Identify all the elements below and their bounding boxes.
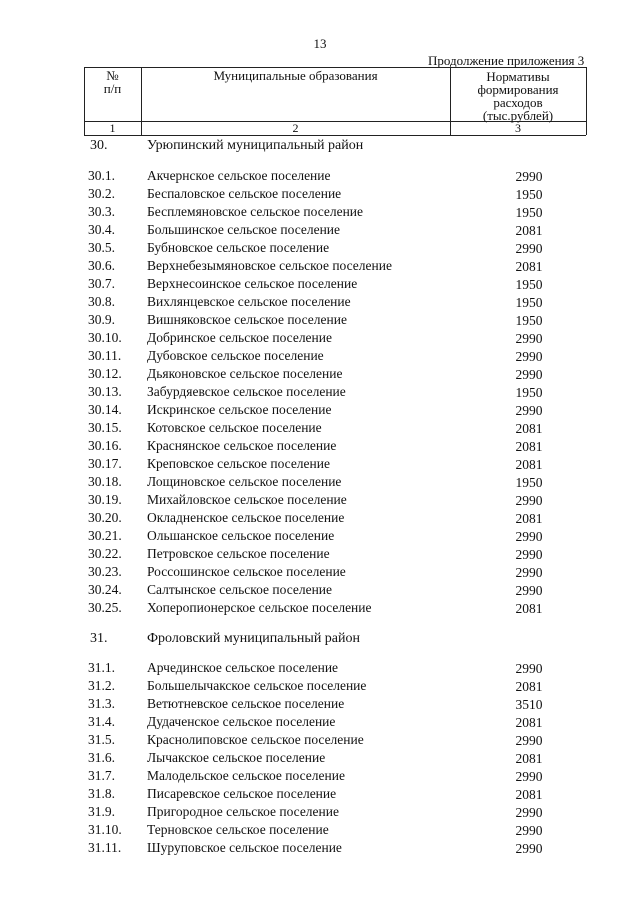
row-number: 30.13. [88, 384, 122, 399]
row-value: 2990 [515, 841, 543, 856]
row-number: 31.6. [88, 750, 115, 765]
row-value: 2081 [515, 751, 543, 766]
table-row [0, 732, 640, 750]
row-name: Беспаловское сельское поселение [147, 186, 342, 201]
row-value: 1950 [515, 277, 543, 292]
table-row [0, 294, 640, 312]
section-number: 31. [90, 631, 108, 646]
row-value: 2081 [515, 457, 543, 472]
row-value: 2990 [515, 823, 543, 838]
table-row [0, 582, 640, 600]
row-number: 30.1. [88, 168, 115, 183]
row-name: Вишняковское сельское поселение [147, 312, 347, 327]
row-number: 30.15. [88, 420, 122, 435]
table-row [0, 456, 640, 474]
row-name: Терновское сельское поселение [147, 822, 329, 837]
row-number: 31.2. [88, 678, 115, 693]
row-name: Креповское сельское поселение [147, 456, 330, 471]
row-number: 31.10. [88, 822, 122, 837]
row-value: 2081 [515, 223, 543, 238]
table-row [0, 312, 640, 330]
row-name: Писаревское сельское поселение [147, 786, 337, 801]
row-number: 30.4. [88, 222, 115, 237]
table-row [0, 768, 640, 786]
table-row [0, 492, 640, 510]
table-row [0, 600, 640, 618]
row-value: 2990 [515, 547, 543, 562]
section-number: 30. [90, 138, 108, 153]
row-value: 1950 [515, 187, 543, 202]
column-number-2: 2 [292, 121, 299, 135]
table-row [0, 258, 640, 276]
row-number: 31.1. [88, 660, 115, 675]
row-value: 2990 [515, 733, 543, 748]
row-value: 2081 [515, 511, 543, 526]
row-value: 2990 [515, 349, 543, 364]
row-value: 2990 [515, 493, 543, 508]
table-row [0, 660, 640, 678]
row-number: 30.10. [88, 330, 122, 345]
row-number: 30.23. [88, 564, 122, 579]
table-row [0, 546, 640, 564]
row-number: 30.2. [88, 186, 115, 201]
row-value: 1950 [515, 475, 543, 490]
row-name: Дубовское сельское поселение [147, 348, 324, 363]
row-value: 2990 [515, 661, 543, 676]
continuation-note: Продолжение приложения 3 [428, 53, 585, 68]
row-value: 3510 [515, 697, 543, 712]
table-row [0, 438, 640, 456]
row-name: Салтынское сельское поселение [147, 582, 333, 597]
row-number: 30.6. [88, 258, 115, 273]
table-row [0, 204, 640, 222]
row-name: Дудаченское сельское поселение [147, 714, 336, 729]
table-row [0, 678, 640, 696]
table-row [0, 384, 640, 402]
row-value: 2990 [515, 241, 543, 256]
row-number: 31.3. [88, 696, 115, 711]
row-number: 31.5. [88, 732, 115, 747]
header-bottom-rule [84, 135, 586, 136]
header-norms-line: (тыс.рублей) [482, 108, 554, 123]
row-name: Краснолиповское сельское поселение [147, 732, 364, 747]
row-name: Добринское сельское поселение [147, 330, 332, 345]
row-number: 30.24. [88, 582, 122, 597]
row-name: Вихлянцевское сельское поселение [147, 294, 351, 309]
header-norms-line: формирования [477, 82, 559, 97]
header-norms-col [450, 70, 586, 122]
table-row [0, 348, 640, 366]
table-row [0, 330, 640, 348]
column-number-1: 1 [109, 121, 116, 135]
row-number: 30.9. [88, 312, 115, 327]
row-name: Акчернское сельское поселение [147, 168, 331, 183]
table-row [0, 420, 640, 438]
table-row [0, 840, 640, 858]
row-name: Лычакское сельское поселение [147, 750, 326, 765]
row-name: Окладненское сельское поселение [147, 510, 345, 525]
section-title: Фроловский муниципальный район [147, 631, 361, 646]
row-number: 31.7. [88, 768, 115, 783]
page-number: 13 [313, 36, 327, 51]
row-value: 2990 [515, 403, 543, 418]
table-row [0, 696, 640, 714]
table-row [0, 714, 640, 732]
row-name: Ольшанское сельское поселение [147, 528, 335, 543]
table-row [0, 474, 640, 492]
table-row [0, 276, 640, 294]
row-name: Михайловское сельское поселение [147, 492, 347, 507]
section-title: Урюпинский муниципальный район [147, 138, 364, 153]
row-value: 2990 [515, 169, 543, 184]
row-value: 1950 [515, 385, 543, 400]
row-value: 2081 [515, 715, 543, 730]
table-row [0, 786, 640, 804]
row-name: Котовское сельское поселение [147, 420, 322, 435]
row-number: 31.8. [88, 786, 115, 801]
row-value: 1950 [515, 295, 543, 310]
header-number-line: № [106, 68, 119, 83]
row-number: 30.25. [88, 600, 122, 615]
row-name: Бубновское сельское поселение [147, 240, 330, 255]
row-name: Искринское сельское поселение [147, 402, 332, 417]
row-value: 2990 [515, 529, 543, 544]
table-row [0, 750, 640, 768]
header-number-line: п/п [103, 81, 122, 96]
header-number-col [84, 69, 141, 95]
row-name: Бесплемяновское сельское поселение [147, 204, 364, 219]
header-norms-line: расходов [493, 95, 543, 110]
row-name: Пригородное сельское поселение [147, 804, 339, 819]
row-name: Шуруповское сельское поселение [147, 840, 342, 855]
row-value: 2081 [515, 259, 543, 274]
row-number: 30.19. [88, 492, 122, 507]
header-norms-line: Нормативы [486, 69, 550, 84]
row-value: 2081 [515, 439, 543, 454]
row-number: 30.21. [88, 528, 122, 543]
row-name: Петровское сельское поселение [147, 546, 330, 561]
row-value: 2081 [515, 601, 543, 616]
row-value: 1950 [515, 313, 543, 328]
row-name: Малодельское сельское поселение [147, 768, 345, 783]
row-value: 2990 [515, 331, 543, 346]
row-value: 2990 [515, 565, 543, 580]
table-row [0, 366, 640, 384]
row-number: 31.11. [88, 840, 122, 855]
column-number-3: 3 [515, 121, 521, 135]
row-value: 2081 [515, 421, 543, 436]
header-right-border [586, 67, 587, 135]
table-row [0, 510, 640, 528]
row-number: 30.22. [88, 546, 122, 561]
table-row [0, 564, 640, 582]
row-number: 30.20. [88, 510, 122, 525]
row-number: 30.11. [88, 348, 122, 363]
table-row [0, 528, 640, 546]
row-value: 2990 [515, 805, 543, 820]
row-name: Краснянское сельское поселение [147, 438, 337, 453]
row-number: 30.3. [88, 204, 115, 219]
row-name: Ветютневское сельское поселение [147, 696, 345, 711]
row-name: Хоперопионерское сельское поселение [147, 600, 372, 615]
table-row [0, 222, 640, 240]
row-name: Россошинское сельское поселение [147, 564, 346, 579]
row-number: 30.8. [88, 294, 115, 309]
header-municipality-col [141, 69, 450, 82]
row-name: Лощиновское сельское поселение [147, 474, 342, 489]
row-number: 30.12. [88, 366, 122, 381]
row-value: 2081 [515, 679, 543, 694]
row-number: 30.14. [88, 402, 122, 417]
table-row [0, 804, 640, 822]
row-name: Дьяконовское сельское поселение [147, 366, 343, 381]
row-number: 31.9. [88, 804, 115, 819]
row-name: Верхнесоинское сельское поселение [147, 276, 358, 291]
row-name: Большелычакское сельское поселение [147, 678, 367, 693]
header-municipality-line: Муниципальные образования [213, 68, 378, 83]
row-name: Забурдяевское сельское поселение [147, 384, 346, 399]
table-row [0, 186, 640, 204]
row-value: 2990 [515, 583, 543, 598]
row-number: 30.5. [88, 240, 115, 255]
row-number: 30.18. [88, 474, 122, 489]
table-row [0, 822, 640, 840]
table-row [0, 240, 640, 258]
row-number: 30.17. [88, 456, 122, 471]
row-number: 31.4. [88, 714, 115, 729]
row-number: 30.16. [88, 438, 122, 453]
row-value: 1950 [515, 205, 543, 220]
row-name: Верхнебезымяновское сельское поселение [147, 258, 392, 273]
row-name: Большинское сельское поселение [147, 222, 341, 237]
row-name: Арчединское сельское поселение [147, 660, 339, 675]
row-value: 2990 [515, 769, 543, 784]
table-row [0, 402, 640, 420]
row-value: 2081 [515, 787, 543, 802]
row-value: 2990 [515, 367, 543, 382]
row-number: 30.7. [88, 276, 115, 291]
table-row [0, 168, 640, 186]
